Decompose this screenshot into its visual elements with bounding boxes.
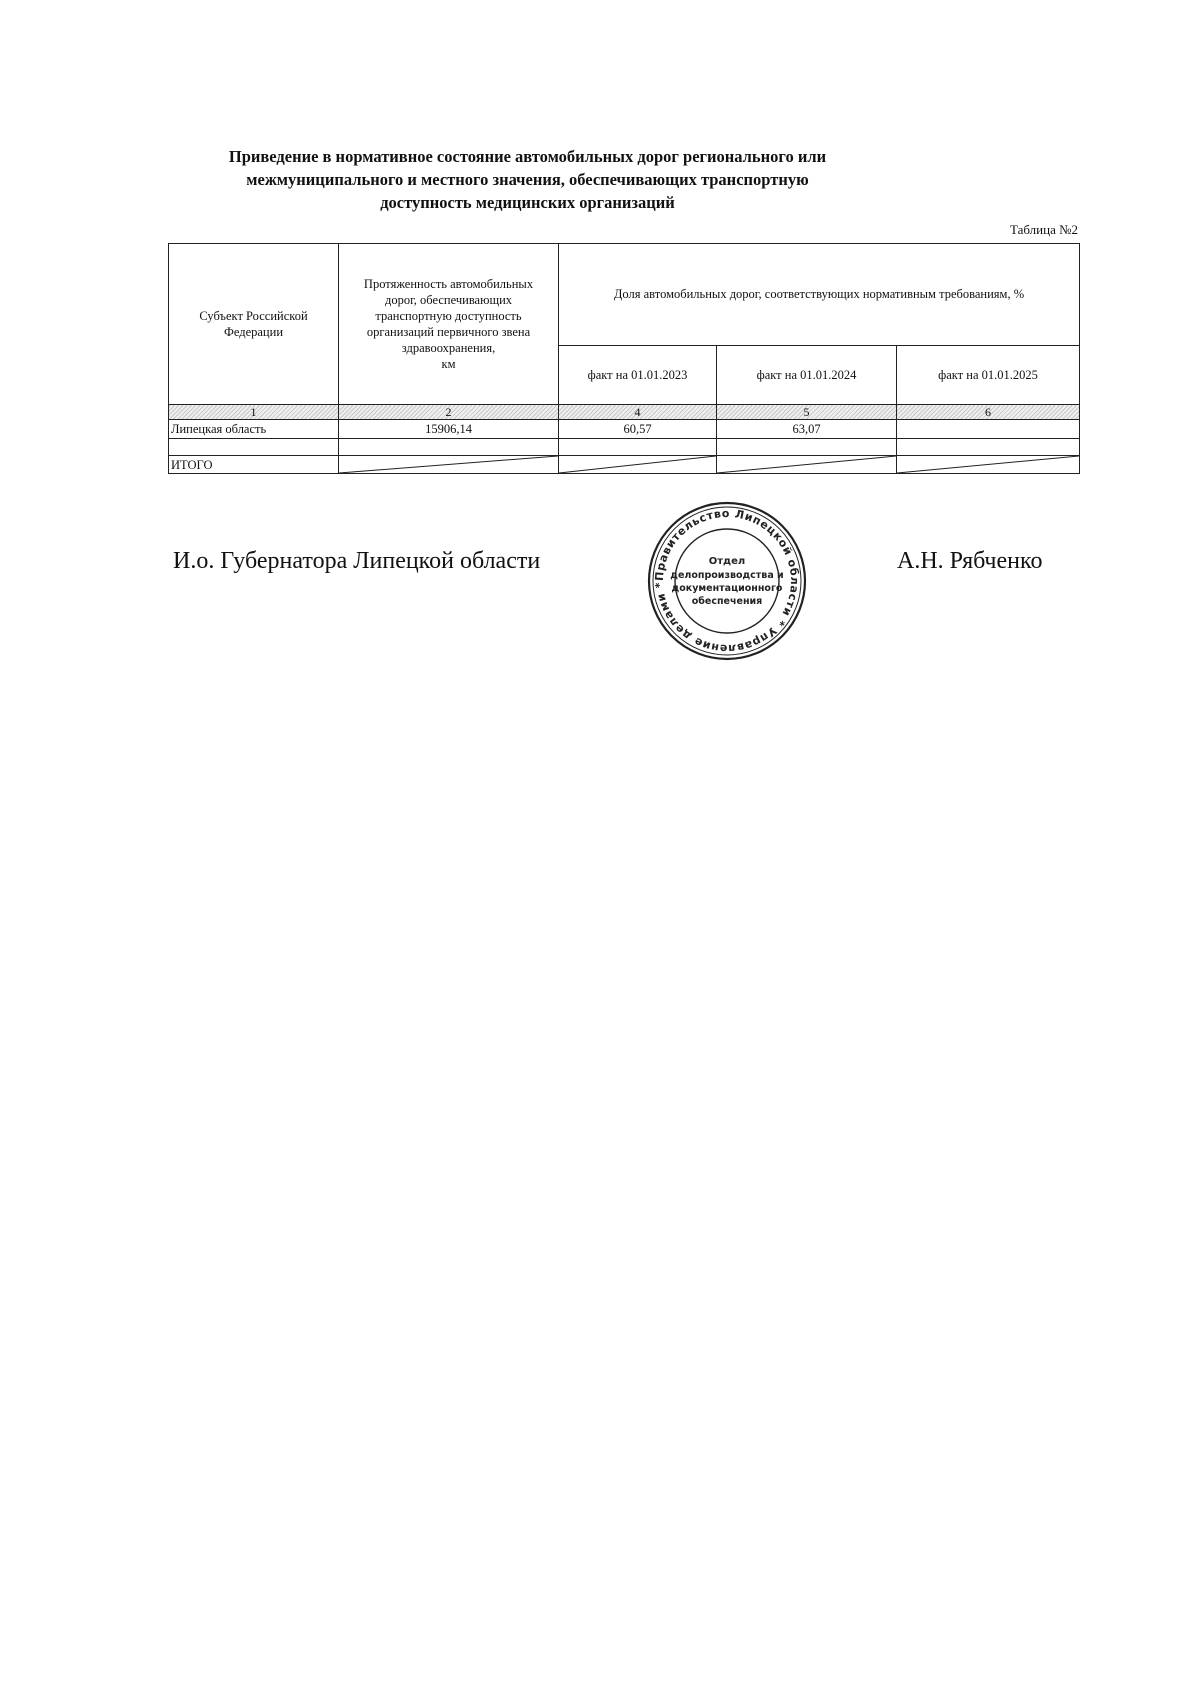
total-row xyxy=(169,456,1080,474)
empty-cell xyxy=(897,439,1080,456)
header-fact-2024: факт на 01.01.2024 xyxy=(717,345,897,404)
cell-subject: Липецкая область xyxy=(169,420,339,439)
cell-fact-2023: 60,57 xyxy=(559,420,717,439)
title-line-3: доступность медицинских организаций xyxy=(380,193,675,212)
column-number: 4 xyxy=(559,405,717,420)
svg-text:документационного: документационного xyxy=(671,583,783,594)
cell-length: 15906,14 xyxy=(339,420,559,439)
slashed-cell xyxy=(339,456,559,474)
svg-text:обеспечения: обеспечения xyxy=(691,596,763,607)
empty-cell xyxy=(339,439,559,456)
empty-cell xyxy=(717,439,897,456)
column-number: 5 xyxy=(717,405,897,420)
svg-text:Отдел: Отдел xyxy=(708,556,746,567)
table-number: Таблица №2 xyxy=(1009,222,1078,237)
signatory-position: И.о. Губернатора Липецкой области xyxy=(173,548,541,574)
header-row-1 xyxy=(169,244,1080,346)
table-row xyxy=(169,420,1080,439)
column-number: 2 xyxy=(339,405,559,420)
roads-table xyxy=(168,243,1080,474)
header-length: Протяженность автомобильных дорог, обеспечивающих транспортную доступность организаций первичного звена здравоохранения, км xyxy=(339,244,559,405)
header-fact-2025: факт на 01.01.2025 xyxy=(897,345,1080,404)
total-label: ИТОГО xyxy=(169,456,339,474)
slashed-cell xyxy=(897,456,1080,474)
slashed-cell xyxy=(717,456,897,474)
slashed-cell xyxy=(559,456,717,474)
svg-text:делопроизводства и: делопроизводства и xyxy=(670,570,784,581)
empty-cell xyxy=(169,439,339,456)
header-share: Доля автомобильных дорог, соответствующих нормативным требованиям, % xyxy=(559,244,1080,346)
signatory-name: А.Н. Рябченко xyxy=(897,548,1043,574)
column-number: 1 xyxy=(169,405,339,420)
column-number: 6 xyxy=(897,405,1080,420)
official-seal-icon xyxy=(646,500,808,662)
document-title xyxy=(170,145,885,214)
title-line-1: Приведение в нормативное состояние автомобильных дорог регионального или xyxy=(228,147,827,166)
title-line-2: межмуниципального и местного значения, обеспечивающих транспортную xyxy=(246,170,809,189)
header-length-unit: км xyxy=(441,357,456,371)
cell-fact-2025 xyxy=(897,420,1080,439)
column-number-row xyxy=(169,405,1080,420)
cell-fact-2024: 63,07 xyxy=(717,420,897,439)
header-fact-2023: факт на 01.01.2023 xyxy=(559,345,717,404)
header-subject: Субъект Российской Федерации xyxy=(169,244,339,405)
empty-cell xyxy=(559,439,717,456)
svg-text:Правительство Липецкой области: Правительство Липецкой области * Управление делами * xyxy=(652,506,802,656)
empty-row xyxy=(169,439,1080,456)
